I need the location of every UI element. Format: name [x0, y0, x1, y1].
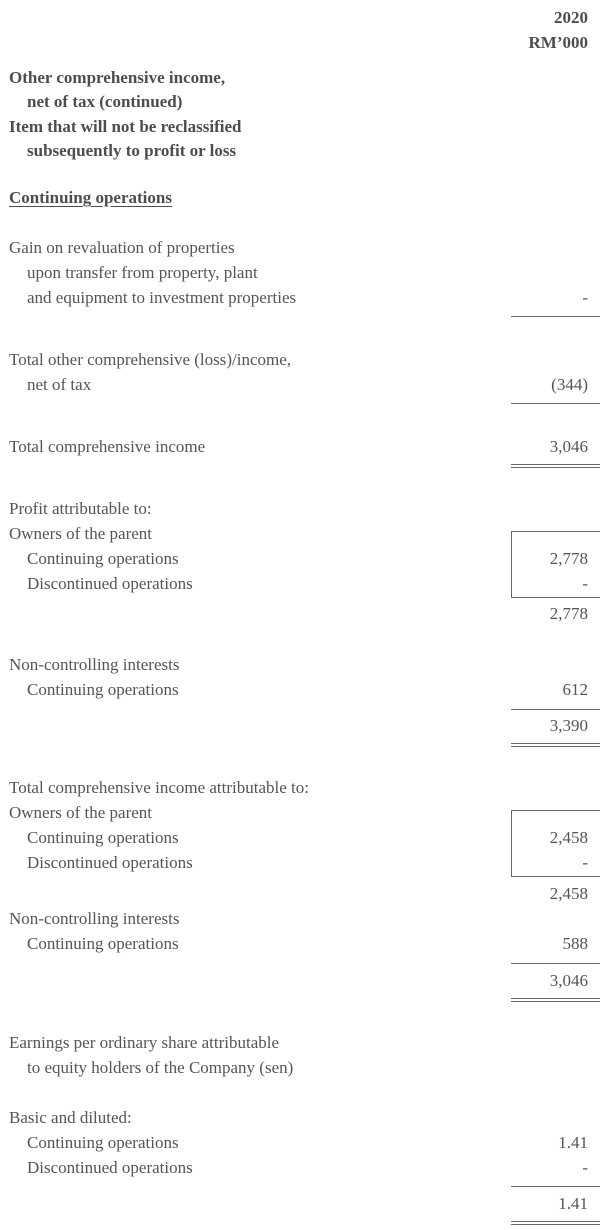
tci-continuing-value: 2,458: [549, 828, 588, 847]
tci-total: 3,046: [549, 971, 588, 990]
eps-label-line1: Earnings per ordinary share attributable: [9, 1033, 280, 1052]
tci-continuing-label: Continuing operations: [27, 828, 179, 847]
profit-subtotal-rule: [511, 709, 600, 710]
total-ci-value: 3,046: [549, 437, 588, 456]
eps-total-double-rule: [511, 1221, 600, 1225]
item-heading-line1: Item that will not be reclassified: [9, 117, 242, 136]
eps-continuing-value: 1.41: [558, 1133, 588, 1152]
eps-continuing-label: Continuing operations: [27, 1133, 179, 1152]
continuing-operations-heading: Continuing operations: [9, 188, 172, 207]
total-oci-value: (344): [551, 375, 588, 394]
profit-discontinued-label: Discontinued operations: [27, 574, 193, 593]
revaluation-value: -: [582, 288, 588, 307]
tci-discontinued-value: -: [582, 853, 588, 872]
revaluation-label-line1: Gain on revaluation of properties: [9, 238, 235, 257]
total-ci-double-rule: [511, 464, 600, 468]
revaluation-label-line2: upon transfer from property, plant: [27, 263, 258, 282]
profit-owners-label: Owners of the parent: [9, 524, 153, 543]
unit-header: RM’000: [528, 33, 588, 52]
tci-owners-label: Owners of the parent: [9, 803, 153, 822]
profit-discontinued-value: -: [582, 574, 588, 593]
profit-continuing-value: 2,778: [549, 549, 588, 568]
revaluation-label-line3: and equipment to investment properties: [27, 288, 297, 307]
tci-nci-label: Non-controlling interests: [9, 909, 180, 928]
profit-nci-label: Non-controlling interests: [9, 655, 180, 674]
profit-nci-continuing-label: Continuing operations: [27, 680, 179, 699]
eps-basic-label: Basic and diluted:: [9, 1108, 132, 1127]
eps-discontinued-value: -: [582, 1158, 588, 1177]
profit-total: 3,390: [549, 716, 588, 735]
total-oci-rule: [511, 403, 600, 404]
tci-subtotal-rule: [511, 963, 600, 964]
profit-owners-total: 2,778: [549, 604, 588, 623]
total-ci-label: Total comprehensive income: [9, 437, 206, 456]
revaluation-rule: [511, 316, 600, 317]
tci-attr-heading: Total comprehensive income attributable to:: [9, 778, 309, 797]
section-title-line1: Other comprehensive income,: [9, 68, 226, 87]
tci-total-double-rule: [511, 998, 600, 1002]
eps-total: 1.41: [558, 1194, 588, 1213]
tci-owners-total: 2,458: [549, 884, 588, 903]
tci-discontinued-label: Discontinued operations: [27, 853, 193, 872]
eps-discontinued-label: Discontinued operations: [27, 1158, 193, 1177]
eps-subtotal-rule: [511, 1186, 600, 1187]
profit-total-double-rule: [511, 743, 600, 747]
year-header: 2020: [554, 8, 588, 27]
profit-attr-heading: Profit attributable to:: [9, 499, 152, 518]
eps-label-line2: to equity holders of the Company (sen): [27, 1058, 294, 1077]
total-oci-label-line2: net of tax: [27, 375, 92, 394]
section-title-line2: net of tax (continued): [27, 92, 183, 111]
tci-nci-continuing-label: Continuing operations: [27, 934, 179, 953]
item-heading-line2: subsequently to profit or loss: [27, 141, 237, 160]
tci-nci-continuing-value: 588: [562, 934, 588, 953]
profit-continuing-label: Continuing operations: [27, 549, 179, 568]
total-oci-label-line1: Total other comprehensive (loss)/income,: [9, 350, 292, 369]
profit-nci-continuing-value: 612: [562, 680, 588, 699]
